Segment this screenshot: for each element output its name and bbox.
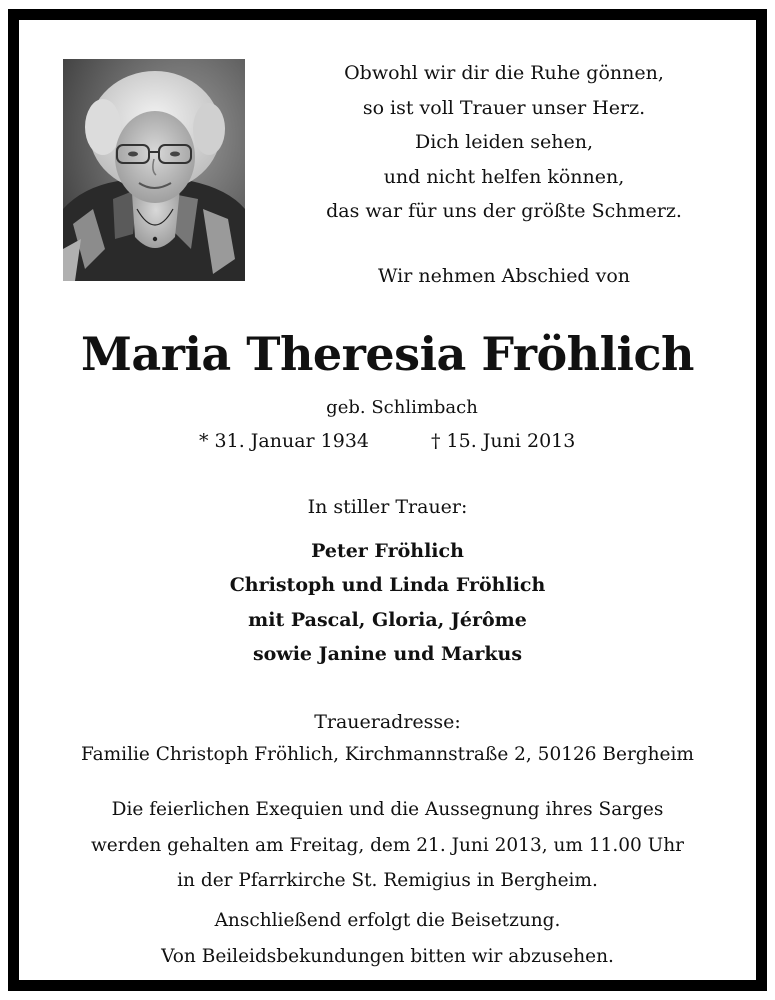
mourner-line: mit Pascal, Gloria, Jérôme [248,608,527,631]
mourner-line: Christoph und Linda Fröhlich [229,574,546,597]
closing-line: Anschließend erfolgt die Beisetzung. [214,910,561,931]
service-line: in der Pfarrkirche St. Remigius in Bergheim. [177,870,598,891]
address-label: Traueradresse: [314,711,461,733]
memorial-poem [269,56,739,229]
mourners-list [19,534,756,671]
obituary-frame [8,9,767,991]
farewell-line: Wir nehmen Abschied von [377,265,631,287]
life-dates [19,428,756,454]
poem-line: das war für uns der größte Schmerz. [326,200,682,222]
birth-date: * 31. Januar 1934 [199,430,370,452]
mourning-label: In stiller Trauer: [307,496,468,518]
service-line: Die feierlichen Exequien und die Aussegnung ihres Sarges [111,799,664,820]
deceased-name: Maria Theresia Fröhlich [80,327,694,381]
service-line: werden gehalten am Freitag, dem 21. Juni 2013, um 11.00 Uhr [90,834,685,856]
poem-line: Obwohl wir dir die Ruhe gönnen, [344,62,664,84]
portrait-photo [63,59,245,281]
poem-line: Dich leiden sehen, [414,131,594,153]
death-date: † 15. Juni 2013 [431,430,576,452]
poem-line: so ist voll Trauer unser Herz. [362,96,646,119]
closing-notes [19,903,756,974]
mourner-line: Peter Fröhlich [311,540,464,562]
closing-line: Von Beileidsbekundungen bitten wir abzusehen. [161,945,614,967]
maiden-name: geb. Schlimbach [326,397,478,418]
service-info [19,792,756,899]
portrait-image [63,59,245,281]
mourner-line: sowie Janine und Markus [252,642,523,665]
mourning-address: Familie Christoph Fröhlich, Kirchmannstraße 2, 50126 Bergheim [81,744,694,765]
poem-line: und nicht helfen können, [383,165,625,188]
